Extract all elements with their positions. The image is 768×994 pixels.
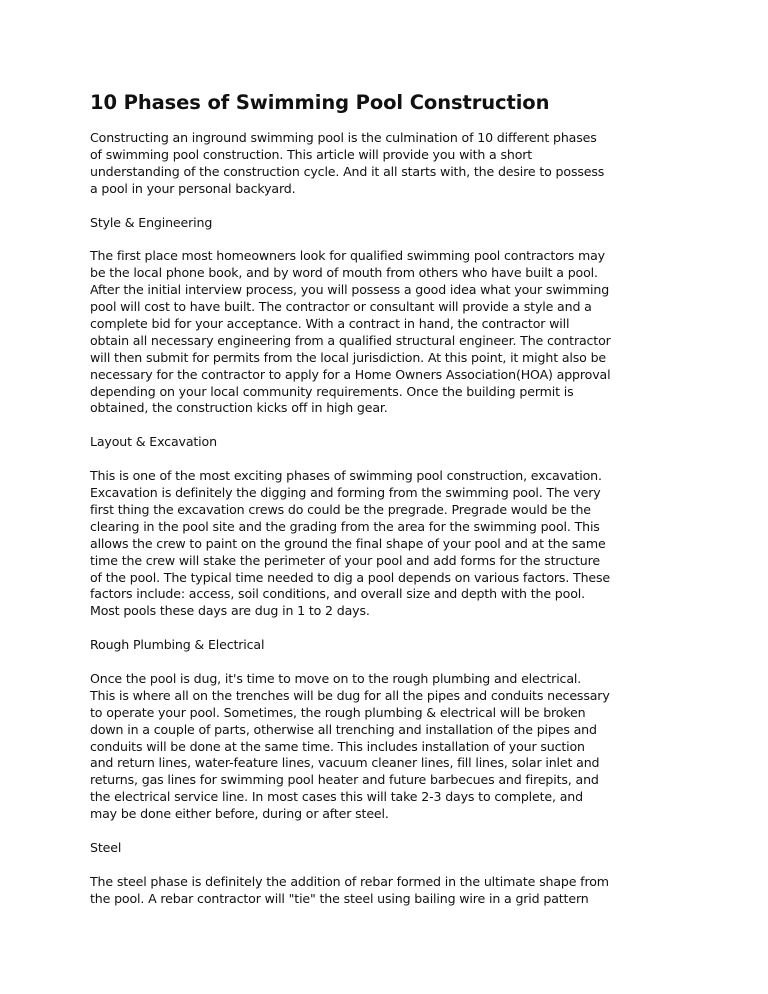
text-line: and return lines, water-feature lines, vacuum cleaner lines, fill lines, solar inlet and xyxy=(90,755,600,771)
text-line: Rough Plumbing & Electrical xyxy=(90,637,265,653)
document-title: 10 Phases of Swimming Pool Construction xyxy=(90,91,550,114)
text-line: necessary for the contractor to apply for a Home Owners Association(HOA) approval xyxy=(90,366,611,382)
paragraph xyxy=(90,671,710,823)
section-heading xyxy=(90,434,710,451)
document-body xyxy=(90,130,710,908)
text-line: Style & Engineering xyxy=(90,214,213,230)
text-line: The steel phase is definitely the addition of rebar formed in the ultimate shape from xyxy=(90,873,609,889)
text-line: the electrical service line. In most cases this will take 2-3 days to complete, and xyxy=(90,789,583,805)
text-line: will then submit for permits from the local jurisdiction. At this point, it might also be xyxy=(90,349,607,365)
text-line: Most pools these days are dug in 1 to 2 days. xyxy=(90,603,370,619)
text-line: first thing the excavation crews do could be the pregrade. Pregrade would be the xyxy=(90,501,591,517)
section-heading xyxy=(90,637,710,654)
text-line: The first place most homeowners look for qualified swimming pool contractors may xyxy=(90,248,605,264)
text-line: may be done either before, during or after steel. xyxy=(90,806,389,822)
text-line: time the crew will stake the perimeter of your pool and add forms for the structure xyxy=(90,552,600,568)
paragraph xyxy=(90,248,710,417)
text-line: factors include: access, soil conditions, and overall size and depth with the pool. xyxy=(90,586,585,602)
text-line: allows the crew to paint on the ground the final shape of your pool and at the same xyxy=(90,535,606,551)
text-line: pool will cost to have built. The contractor or consultant will provide a style and a xyxy=(90,299,592,315)
text-line: a pool in your personal backyard. xyxy=(90,180,296,196)
paragraph xyxy=(90,468,710,620)
text-line: complete bid for your acceptance. With a contract in hand, the contractor will xyxy=(90,315,570,331)
paragraph xyxy=(90,130,710,198)
text-line: conduits will be done at the same time. This includes installation of your suction xyxy=(90,738,585,754)
text-line: Excavation is definitely the digging and forming from the swimming pool. The very xyxy=(90,484,601,500)
text-line: This is one of the most exciting phases of swimming pool construction, excavation. xyxy=(90,468,602,484)
text-line: Constructing an inground swimming pool is the culmination of 10 different phases xyxy=(90,130,597,145)
text-line: Steel xyxy=(90,839,122,855)
text-line: depending on your local community requirements. Once the building permit is xyxy=(90,383,574,399)
document-page xyxy=(90,90,710,924)
text-line: of swimming pool construction. This article will provide you with a short xyxy=(90,146,533,162)
text-line: returns, gas lines for swimming pool heater and future barbecues and firepits, and xyxy=(90,772,599,788)
text-line: obtained, the construction kicks off in high gear. xyxy=(90,400,388,416)
text-line: Layout & Excavation xyxy=(90,434,217,450)
text-line: down in a couple of parts, otherwise all trenching and installation of the pipes and xyxy=(90,721,597,737)
section-heading xyxy=(90,215,710,232)
paragraph xyxy=(90,874,710,908)
text-line: This is where all on the trenches will be dug for all the pipes and conduits necessary xyxy=(90,687,610,703)
text-line: be the local phone book, and by word of mouth from others who have built a pool. xyxy=(90,265,598,281)
text-line: to operate your pool. Sometimes, the rough plumbing & electrical will be broken xyxy=(90,704,586,720)
text-line: the pool. A rebar contractor will "tie" the steel using bailing wire in a grid pattern xyxy=(90,890,589,906)
text-line: After the initial interview process, you will possess a good idea what your swimming xyxy=(90,282,610,298)
text-line: Once the pool is dug, it's time to move on to the rough plumbing and electrical. xyxy=(90,670,582,686)
text-line: of the pool. The typical time needed to dig a pool depends on various factors. These xyxy=(90,569,611,585)
section-heading xyxy=(90,840,710,857)
text-line: obtain all necessary engineering from a qualified structural engineer. The contractor xyxy=(90,332,611,348)
text-line: clearing in the pool site and the grading from the area for the swimming pool. This xyxy=(90,518,600,534)
text-line: understanding of the construction cycle. And it all starts with, the desire to possess xyxy=(90,163,605,179)
